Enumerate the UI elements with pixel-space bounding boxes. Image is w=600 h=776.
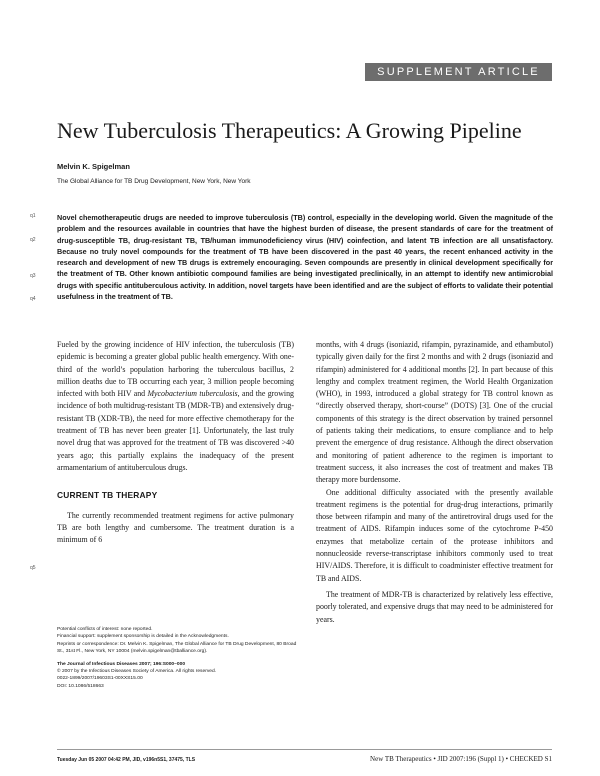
conflicts-note: Potential conflicts of interest: none reported.	[57, 627, 153, 632]
reprints-note: Reprints or correspondence: Dr. Melvin K. Spigelman, The Global Alliance for TB Drug Development, 80 Broad St., 31st Fl., New York, NY 10004 (melvin.spigelman@tballiance.org).	[57, 641, 297, 655]
paragraph-mark: q4	[30, 296, 36, 302]
journal-cite: 2007; 196:S000–000	[139, 661, 186, 667]
body-paragraph: One additional difficulty associated with the presently available treatment regimens is the potential for drug-drug interactions, primarily those between rifampin and many of the antiretroviral drugs used for the treatment of AIDS. Rifampin induces some of the cytochrome P-450 enzymes that metabolize certain of the protease inhibitors and nonnucleoside reverse-transcriptase inhibitors commonly used to treat HIV/AIDS. Therefore, it is difficult to coadminister effective treatment for TB and AIDS.	[316, 487, 553, 583]
author-name: Melvin K. Spigelman	[57, 162, 130, 171]
issn-note: 0022-1899/2007/19603S1-00XXS15.00	[57, 676, 143, 682]
journal-name: The Journal of Infectious Diseases	[57, 661, 138, 667]
paragraph-mark: q5	[30, 565, 36, 571]
body-paragraph: months, with 4 drugs (isoniazid, rifampin, pyrazinamide, and ethambutol) typically given daily for the first 2 months and with 2 drugs (isoniazid and rifampin) administered for 4 additional months [2]. In part because of this lengthy and complex treatment regimen, the World Health Organization (WHO), in 1993, introduced a global strategy for TB control known as “directly observed therapy, short-course” (DOTS) [3]. One of the crucial components of this strategy is the direct observation by trained personnel of patients taking their medications, to ensure compliance and to help prevent the emergence of drug resistance. Although the direct observation and monitoring of patient adherence to the regimen is important to treatment success, it also increases the cost of treatment and makes TB therapy more burdensome.	[316, 340, 553, 485]
body-text: , and the growing incidence of both multidrug-resistant TB (MDR-TB) and extensively drug-resistant TB (XDR-TB), the need for more effective chemotherapy for the treatment of TB has never been greater [1]. Unfortunately, the last truly novel drug that was approved for the treatment of TB was discovered >40 years ago; this partially explains the inadequacy of the present armamentarium of antituberculous drugs.	[57, 389, 294, 472]
article-notes	[57, 626, 302, 690]
paragraph-mark: q2	[30, 237, 36, 243]
article-title: New Tuberculosis Therapeutics: A Growing Pipeline	[57, 118, 522, 143]
author-affiliation: The Global Alliance for TB Drug Development, New York, New York	[57, 178, 251, 185]
footer-rule	[57, 749, 552, 750]
journal-citation	[57, 661, 302, 668]
paragraph-mark: q3	[30, 273, 36, 279]
footer-left: Tuesday Jun 05 2007 04:42 PM, JID, v196n5S1, 37475, TLS	[57, 757, 196, 763]
body-paragraph	[57, 339, 294, 474]
species-name: Mycobacterium tuberculosis	[147, 389, 238, 399]
supplement-banner: SUPPLEMENT ARTICLE	[365, 63, 552, 81]
body-text: Fueled by the growing incidence of HIV infection, the tuberculosis (TB) epidemic is becoming a greater global public health emergency. With one-third of the world’s population harboring the tuberculous bacillus, 2 million deaths due to TB occurring each year, 3 million people becoming infected with both HIV and	[57, 340, 294, 399]
abstract: Novel chemotherapeutic drugs are needed to improve tuberculosis (TB) control, especially in the developing world. Given the magnitude of the problem and the resources available in countries that have the highest burden of disease, the present standards of care for the treatment of drug-susceptible TB, drug-resistant TB, TB/human immunodeficiency virus (HIV) coinfection, and latent TB infection are all unsatisfactory. Because no truly novel compounds for the treatment of TB have been discovered in the past 40 years, the recent enhanced activity in the research and development of new TB drugs is extremely encouraging. Seven compounds are presently in clinical development specifically for the treatment of TB. Other known antibiotic compound families are being investigated preclinically, in an attempt to identify new antimicrobial drugs with specific antituberculous activity. In addition, novel targets have been identified and are the subject of efforts to validate their potential usefulness in the treatment of TB.	[57, 213, 553, 302]
copyright-note: © 2007 by the Infectious Diseases Society of America. All rights reserved.	[57, 669, 217, 675]
body-column-right	[316, 339, 553, 626]
body-paragraph: The treatment of MDR-TB is characterized by relatively less effective, poorly tolerated, and expensive drugs that may need to be administered for years.	[316, 589, 553, 624]
running-footer: New TB Therapeutics • JID 2007:196 (Suppl 1) • CHECKED S1	[370, 755, 552, 763]
section-heading: CURRENT TB THERAPY	[57, 490, 158, 501]
body-paragraph: The currently recommended treatment regimens for active pulmonary TB are both lengthy and cumbersome. The treatment duration is a minimum of 6	[57, 510, 294, 545]
body-column-left	[57, 339, 294, 546]
support-note: Financial support: supplement sponsorship is detailed in the Acknowledgments.	[57, 634, 229, 640]
paragraph-mark: q1	[30, 213, 36, 219]
doi-note: DOI: 10.1086/518663	[57, 683, 104, 689]
